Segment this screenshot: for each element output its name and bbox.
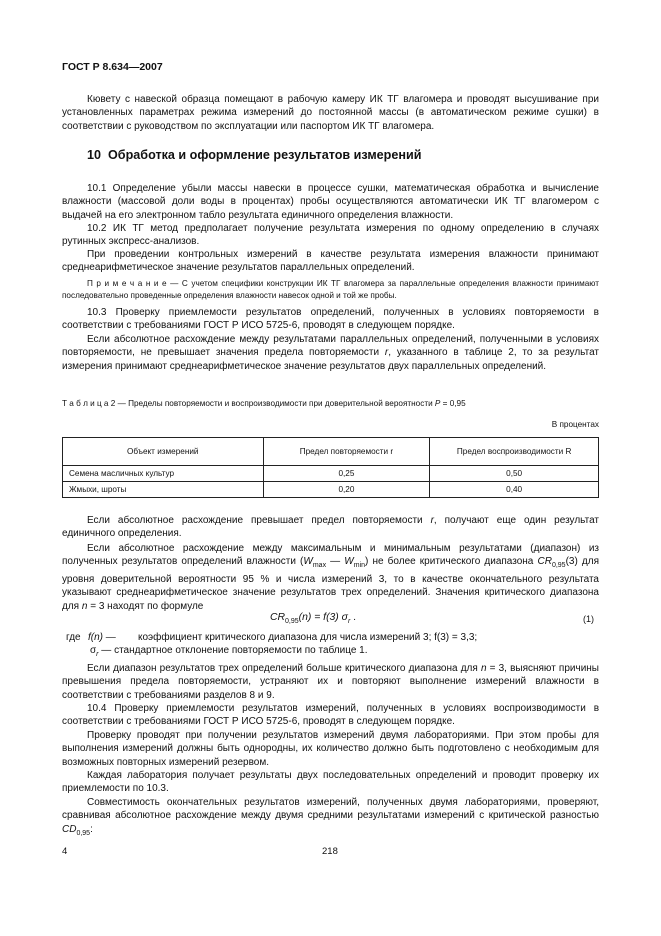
where-f-symbol bbox=[88, 631, 116, 644]
var-n: n bbox=[480, 663, 487, 674]
paragraph-10-3-text: 10.3 Проверку приемлемости результатов определений, полученных в условиях повторяемости в соответствии с требованиями ГОСТ Р ИСО 5725-6, проводят в следующем порядке. bbox=[62, 307, 599, 332]
var-cd: CD bbox=[62, 823, 77, 835]
cell-R: 0,40 bbox=[430, 482, 599, 498]
table-caption-text: 2 — Пределы повторяемости и воспроизводимости при доверительной вероятности bbox=[108, 399, 435, 408]
note bbox=[62, 278, 599, 301]
paragraph-10-1-text: 10.1 Определение убыли массы навески в процессе сушки, математическая обработка и вычисление влажности (массовой доли воды в процентах) пробы осуществляются автоматически ИК ТГ влагомером с выдачей на его электронном табло результата единичного определения влажности. bbox=[62, 183, 599, 221]
table-units: В процентах bbox=[551, 420, 599, 429]
formula-rhs: = f(3) σ bbox=[311, 612, 348, 623]
table-header-row bbox=[63, 438, 599, 466]
paragraph-10-1 bbox=[62, 182, 599, 222]
formula-sub: 0,95 bbox=[285, 618, 299, 626]
section-title: Обработка и оформление результатов измерений bbox=[108, 148, 422, 162]
cell-object: Жмыхи, шроты bbox=[63, 482, 264, 498]
sub-cd: 0,95 bbox=[76, 829, 91, 837]
var-w: W bbox=[344, 556, 354, 568]
paragraph-bigger-text-end: = 3, выясняют причины превышения предела повторяемости, устраняют их и повторяют выполнение измерений влажности в соответствии с требованиями разделов 8 и 9. bbox=[62, 663, 599, 701]
header-reproducibility: Предел воспроизводимости R bbox=[430, 438, 599, 466]
cell-object: Семена масличных культур bbox=[63, 466, 264, 482]
range-text-b: ) не более критического диапазона bbox=[365, 556, 538, 568]
paragraph-10-4 bbox=[62, 702, 599, 729]
paragraph-10-4d-text: Совместимость окончательных результатов измерений, полученных двумя лабораториями, проверяют, сравнивая абсолютное расхождение между двумя средними результатами измерений с критической разностью bbox=[62, 797, 599, 822]
paragraph-10-3 bbox=[62, 306, 599, 333]
sigma-symbol: σ bbox=[90, 645, 97, 656]
where-sigma bbox=[90, 644, 368, 661]
paragraph-10-3b-text-end: , указанного в таблице 2, то за результат измерения принимают среднеарифметическое значение результатов двух параллельных определений. bbox=[62, 347, 599, 372]
formula-arg: (n) bbox=[298, 612, 312, 623]
where-f-text: коэффициент критического диапазона для числа измерений 3; f(3) = 3,3; bbox=[138, 632, 478, 643]
paragraph-10-2b bbox=[62, 248, 599, 275]
sub-max: max bbox=[312, 562, 327, 570]
paragraph-10-2b-text: При проведении контрольных измерений в качестве результата измерения влажности принимают среднеарифметическое значение результатов параллельных определений. bbox=[62, 249, 599, 274]
var-w: W bbox=[303, 556, 313, 568]
var-p: P bbox=[434, 399, 441, 408]
cell-R: 0,50 bbox=[430, 466, 599, 482]
range-text-d: = 3 находят по формуле bbox=[87, 600, 204, 612]
var-n: n bbox=[81, 600, 88, 612]
sub-min: min bbox=[353, 562, 366, 570]
paragraph-10-3b bbox=[62, 333, 599, 373]
formula-rsub: r bbox=[347, 618, 351, 626]
intro-text: Кювету с навеской образца помещают в рабочую камеру ИК ТГ влагомера и проводят высушивание при установленных параметрах режима измерений до постоянной массы (в автоматическом режиме сушки) в соответствии с руководством по эксплуатации или паспортом ИК ТГ влагомера. bbox=[62, 94, 599, 132]
document-header: ГОСТ Р 8.634—2007 bbox=[62, 61, 163, 73]
paragraph-bigger-text: Если диапазон результатов трех определений больше критического диапазона для bbox=[87, 663, 481, 674]
paragraph-10-3b-text: Если абсолютное расхождение между результатами параллельных определений, полученными в условиях повторяемости, не превышает значения предела повторяемости bbox=[62, 334, 599, 359]
formula-end: . bbox=[350, 612, 357, 623]
cell-r: 0,20 bbox=[263, 482, 430, 498]
sub-095: 0,95 bbox=[551, 562, 566, 570]
var-cr: CR bbox=[537, 556, 552, 568]
note-text: — С учетом специфики конструкции ИК ТГ влагомера за параллельные определения влажности принимают последовательно проведенные определения влажности навесок одной и той же пробы. bbox=[62, 279, 600, 300]
paragraph-10-4c bbox=[62, 769, 599, 796]
paragraph-10-4d bbox=[62, 796, 599, 840]
formula-number: (1) bbox=[583, 614, 594, 624]
where-f-sym-text: f(n) — bbox=[88, 632, 116, 643]
range-text-c: (3) для уровня доверительной вероятности 95 % и числа измерений 3, то в качестве окончательного результата указывают среднеарифметическое значение результатов трех определений. Значения критического диапазона для bbox=[62, 556, 599, 612]
var-r: r bbox=[384, 347, 389, 359]
page-number-center: 218 bbox=[322, 846, 338, 857]
where-label: где bbox=[66, 632, 81, 643]
table-caption bbox=[62, 398, 599, 410]
table-row bbox=[63, 482, 599, 498]
range-text-a: Если абсолютное расхождение между максимальным и минимальным результатами (диапазон) из полученных результатов определений влажности ( bbox=[62, 543, 599, 568]
limits-table bbox=[62, 437, 599, 498]
formula-lhs: CR bbox=[270, 612, 286, 623]
paragraph-10-4b bbox=[62, 729, 599, 769]
header-repeatability: Предел повторяемости r bbox=[263, 438, 430, 466]
note-label: П р и м е ч а н и е bbox=[87, 279, 167, 288]
intro-paragraph bbox=[62, 93, 599, 133]
paragraph-bigger bbox=[62, 662, 599, 702]
cell-r: 0,25 bbox=[263, 466, 430, 482]
table-caption-label: Т а б л и ц а bbox=[62, 399, 109, 408]
formula-1 bbox=[270, 612, 356, 625]
paragraph-range bbox=[62, 542, 599, 613]
var-r: r bbox=[430, 515, 434, 526]
range-dash: — bbox=[326, 556, 345, 568]
paragraph-exceed-text: Если абсолютное расхождение превышает предел повторяемости bbox=[87, 515, 431, 526]
paragraph-10-2 bbox=[62, 222, 599, 249]
page-number-left: 4 bbox=[62, 846, 68, 857]
section-heading bbox=[87, 148, 421, 162]
paragraph-10-4c-text: Каждая лаборатория получает результаты двух последовательных определений и проводит проверку их приемлемости по 10.3. bbox=[62, 770, 599, 795]
paragraph-10-2-text: 10.2 ИК ТГ метод предполагает получение результата измерения по одному определению в случаях рутинных экспресс-анализов. bbox=[62, 223, 599, 248]
paragraph-10-4-text: 10.4 Проверку приемлемости результатов измерений, полученных в условиях воспроизводимости в соответствии с требованиями ГОСТ Р ИСО 5725-6, проводят в следующем порядке. bbox=[62, 703, 599, 728]
table-caption-value: = 0,95 bbox=[440, 399, 466, 408]
table-row bbox=[63, 466, 599, 482]
paragraph-exceed-text-end: , получают еще один результат единичного определения. bbox=[62, 515, 599, 540]
sigma-sub: r bbox=[96, 651, 99, 658]
paragraph-exceed bbox=[62, 514, 599, 541]
where-sigma-text: — стандартное отклонение повторяемости по таблице 1. bbox=[98, 645, 368, 656]
paragraph-10-4b-text: Проверку проводят при получении результатов измерений двумя лабораториями. При этом пробы для выполнения измерений должны быть однородны, их количество должно быть подготовлено с необходимым для возможных повторных измерений резервом. bbox=[62, 730, 599, 768]
paragraph-10-4d-end: : bbox=[90, 823, 93, 835]
header-object: Объект измерений bbox=[63, 438, 264, 466]
section-number: 10 bbox=[87, 148, 102, 162]
